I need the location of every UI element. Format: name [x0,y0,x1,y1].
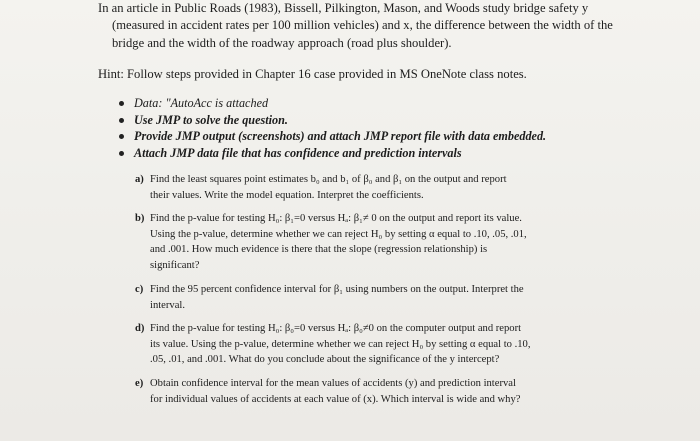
intro-line-3: bridge and the width of the roadway approach (road plus shoulder). [112,35,452,50]
question-e: e) Obtain confidence interval for the mean values of accidents (y) and prediction interval for individual values of accidents at each value of (x). Which interval is wide and why? [135,378,521,405]
instruction-item: Attach JMP data file that has confidence and prediction intervals [118,145,546,162]
problem-intro [98,0,688,52]
question-c: c) Find the 95 percent confidence interval for β₁ using numbers on the output. Interpret the interval. [135,284,524,311]
hint-text: Hint: Follow steps provided in Chapter 16 case provided in MS OneNote class notes. [98,67,527,81]
question-label: e) [135,378,144,389]
intro-line-1: In an article in Public Roads (1983), Bissell, Pilkington, Mason, and Woods study bridge safety y [98,1,589,15]
question-label: d) [135,323,145,334]
question-label: a) [135,174,144,185]
question-b: b) Find the p-value for testing H₀: β₁=0 versus Hₐ: β₁≠ 0 on the output and report its value. Using the p-value, determine whether we can reject H₀ by setting α equal to .10, .05, .01, and .001. How much evidence is there that the slope (regression relationship) is significant? [135,213,527,271]
instruction-item: Data: "AutoAcc is attached [118,95,546,112]
instruction-item: Provide JMP output (screenshots) and attach JMP report file with data embedded. [118,128,546,145]
intro-line-2: (measured in accident rates per 100 million vehicles) and x, the difference between the width of the [112,18,613,33]
question-label: b) [135,213,145,224]
instruction-list [118,95,546,161]
question-label: c) [135,284,144,295]
question-d: d) Find the p-value for testing H₀: β₀=0 versus Hₐ: β₀≠0 on the computer output and report its value. Using the p-value, determine whether we can reject H₀ by setting α equal to .10, .05, .01, and .001. What do you conclude about the significance of the y intercept? [135,323,531,366]
instruction-item: Use JMP to solve the question. [118,112,546,129]
question-a: a) Find the least squares point estimates b₀ and b₁ of β₀ and β₁ on the output and report their values. Write the model equation. Interpret the coefficients. [135,174,507,201]
